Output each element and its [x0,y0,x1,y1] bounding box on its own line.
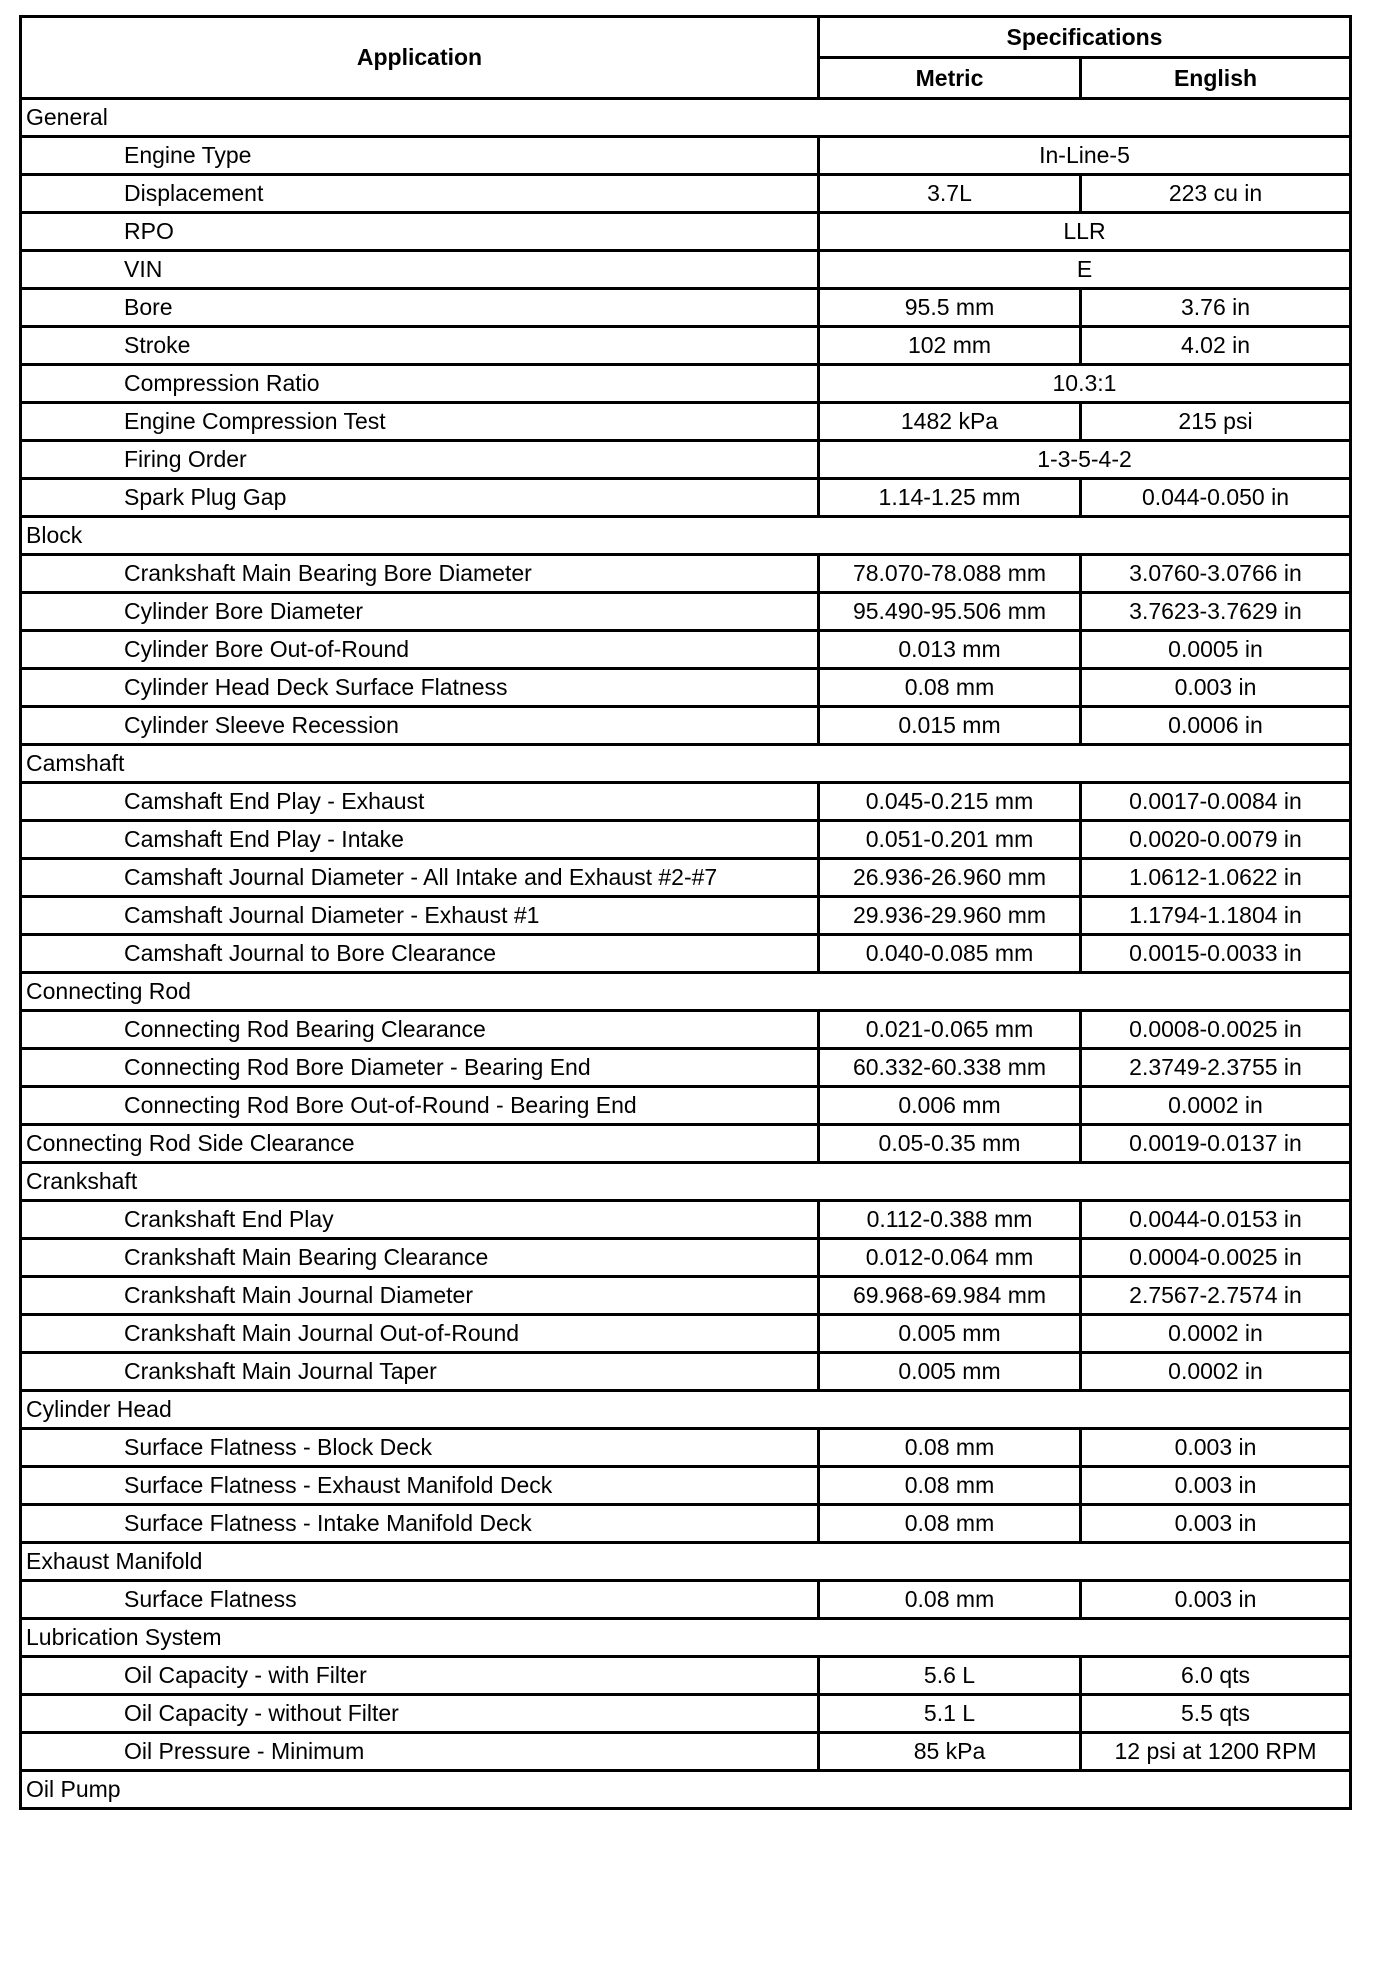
application-cell: Spark Plug Gap [21,479,819,517]
table-row [21,897,1351,935]
english-value-cell: 3.76 in [1081,289,1351,327]
table-row [21,251,1351,289]
application-cell: Cylinder Bore Out-of-Round [21,631,819,669]
section-label: Connecting Rod [21,973,1351,1011]
english-value-cell: 0.0008-0.0025 in [1081,1011,1351,1049]
metric-value-cell: 102 mm [819,327,1081,365]
metric-value-cell: 0.08 mm [819,669,1081,707]
metric-value-cell: 0.08 mm [819,1429,1081,1467]
section-row [21,99,1351,137]
metric-value-cell: 0.005 mm [819,1315,1081,1353]
application-cell: Camshaft Journal Diameter - Exhaust #1 [21,897,819,935]
english-value-cell: 0.003 in [1081,1581,1351,1619]
metric-value-cell: 0.045-0.215 mm [819,783,1081,821]
metric-value-cell: 1.14-1.25 mm [819,479,1081,517]
english-value-cell: 0.003 in [1081,1467,1351,1505]
english-value-cell: 0.0020-0.0079 in [1081,821,1351,859]
section-row [21,1543,1351,1581]
application-cell: Oil Capacity - with Filter [21,1657,819,1695]
metric-value-cell: 0.08 mm [819,1505,1081,1543]
metric-value-cell: 78.070-78.088 mm [819,555,1081,593]
english-value-cell: 12 psi at 1200 RPM [1081,1733,1351,1771]
table-row [21,327,1351,365]
section-label: Cylinder Head [21,1391,1351,1429]
table-row [21,213,1351,251]
application-cell: RPO [21,213,819,251]
application-cell: Displacement [21,175,819,213]
metric-value-cell: 0.08 mm [819,1467,1081,1505]
table-row [21,1277,1351,1315]
metric-value-cell: 95.490-95.506 mm [819,593,1081,631]
application-cell: Surface Flatness - Intake Manifold Deck [21,1505,819,1543]
application-cell: Engine Type [21,137,819,175]
application-cell: Crankshaft Main Bearing Clearance [21,1239,819,1277]
section-row [21,1163,1351,1201]
table-row [21,1429,1351,1467]
metric-column-header: Metric [819,58,1081,99]
section-label: Camshaft [21,745,1351,783]
table-row [21,365,1351,403]
table-row [21,1125,1351,1163]
metric-value-cell: 95.5 mm [819,289,1081,327]
english-value-cell: 6.0 qts [1081,1657,1351,1695]
metric-value-cell: 60.332-60.338 mm [819,1049,1081,1087]
application-cell: Camshaft Journal Diameter - All Intake and Exhaust #2-#7 [21,859,819,897]
english-value-cell: 0.003 in [1081,1429,1351,1467]
metric-value-cell: 0.012-0.064 mm [819,1239,1081,1277]
spec-value-cell: LLR [819,213,1351,251]
section-row [21,1771,1351,1809]
metric-value-cell: 0.005 mm [819,1353,1081,1391]
english-value-cell: 2.3749-2.3755 in [1081,1049,1351,1087]
english-value-cell: 2.7567-2.7574 in [1081,1277,1351,1315]
metric-value-cell: 0.05-0.35 mm [819,1125,1081,1163]
metric-value-cell: 26.936-26.960 mm [819,859,1081,897]
application-cell: Engine Compression Test [21,403,819,441]
section-label: Lubrication System [21,1619,1351,1657]
application-cell: Connecting Rod Side Clearance [21,1125,819,1163]
table-row [21,1581,1351,1619]
table-row [21,593,1351,631]
application-cell: Stroke [21,327,819,365]
table-row [21,1467,1351,1505]
english-column-header: English [1081,58,1351,99]
metric-value-cell: 69.968-69.984 mm [819,1277,1081,1315]
application-cell: Surface Flatness - Exhaust Manifold Deck [21,1467,819,1505]
section-row [21,973,1351,1011]
table-row [21,1049,1351,1087]
english-value-cell: 0.003 in [1081,669,1351,707]
application-cell: Crankshaft Main Journal Diameter [21,1277,819,1315]
english-value-cell: 0.0017-0.0084 in [1081,783,1351,821]
section-row [21,1391,1351,1429]
english-value-cell: 0.0044-0.0153 in [1081,1201,1351,1239]
table-row [21,707,1351,745]
application-cell: Camshaft Journal to Bore Clearance [21,935,819,973]
table-row [21,1315,1351,1353]
table-row [21,1733,1351,1771]
table-row [21,821,1351,859]
metric-value-cell: 85 kPa [819,1733,1081,1771]
application-cell: Camshaft End Play - Exhaust [21,783,819,821]
metric-value-cell: 1482 kPa [819,403,1081,441]
application-cell: Surface Flatness - Block Deck [21,1429,819,1467]
application-cell: Oil Capacity - without Filter [21,1695,819,1733]
table-header [21,17,1351,99]
metric-value-cell: 5.6 L [819,1657,1081,1695]
metric-value-cell: 0.112-0.388 mm [819,1201,1081,1239]
table-row [21,175,1351,213]
section-row [21,517,1351,555]
section-row [21,745,1351,783]
spec-value-cell: 1-3-5-4-2 [819,441,1351,479]
section-label: Exhaust Manifold [21,1543,1351,1581]
section-label: Crankshaft [21,1163,1351,1201]
spec-value-cell: 10.3:1 [819,365,1351,403]
table-body [21,99,1351,1809]
application-cell: Camshaft End Play - Intake [21,821,819,859]
metric-value-cell: 29.936-29.960 mm [819,897,1081,935]
table-row [21,555,1351,593]
application-cell: Crankshaft End Play [21,1201,819,1239]
table-row [21,1695,1351,1733]
table-row [21,1239,1351,1277]
section-label: Block [21,517,1351,555]
table-row [21,1201,1351,1239]
specifications-column-header: Specifications [819,17,1351,58]
metric-value-cell: 0.040-0.085 mm [819,935,1081,973]
english-value-cell: 0.0004-0.0025 in [1081,1239,1351,1277]
metric-value-cell: 0.006 mm [819,1087,1081,1125]
section-label: Oil Pump [21,1771,1351,1809]
metric-value-cell: 0.051-0.201 mm [819,821,1081,859]
application-cell: Compression Ratio [21,365,819,403]
table-row [21,1087,1351,1125]
application-cell: Surface Flatness [21,1581,819,1619]
english-value-cell: 1.1794-1.1804 in [1081,897,1351,935]
english-value-cell: 1.0612-1.0622 in [1081,859,1351,897]
application-cell: Cylinder Bore Diameter [21,593,819,631]
english-value-cell: 0.0002 in [1081,1087,1351,1125]
application-cell: Connecting Rod Bore Diameter - Bearing End [21,1049,819,1087]
application-cell: Oil Pressure - Minimum [21,1733,819,1771]
table-row [21,1011,1351,1049]
application-column-header: Application [21,17,819,99]
engine-specifications-table [19,15,1352,1810]
table-row [21,1657,1351,1695]
english-value-cell: 0.0006 in [1081,707,1351,745]
spec-value-cell: In-Line-5 [819,137,1351,175]
application-cell: VIN [21,251,819,289]
table-row [21,1353,1351,1391]
metric-value-cell: 0.015 mm [819,707,1081,745]
english-value-cell: 3.7623-3.7629 in [1081,593,1351,631]
application-cell: Crankshaft Main Journal Out-of-Round [21,1315,819,1353]
header-row-top [21,17,1351,58]
english-value-cell: 215 psi [1081,403,1351,441]
application-cell: Cylinder Sleeve Recession [21,707,819,745]
application-cell: Connecting Rod Bore Out-of-Round - Bearing End [21,1087,819,1125]
english-value-cell: 0.044-0.050 in [1081,479,1351,517]
table-row [21,403,1351,441]
english-value-cell: 4.02 in [1081,327,1351,365]
application-cell: Firing Order [21,441,819,479]
english-value-cell: 5.5 qts [1081,1695,1351,1733]
english-value-cell: 223 cu in [1081,175,1351,213]
table-row [21,631,1351,669]
metric-value-cell: 5.1 L [819,1695,1081,1733]
table-row [21,859,1351,897]
section-row [21,1619,1351,1657]
english-value-cell: 0.0002 in [1081,1353,1351,1391]
table-row [21,1505,1351,1543]
application-cell: Crankshaft Main Journal Taper [21,1353,819,1391]
table-row [21,935,1351,973]
table-row [21,669,1351,707]
english-value-cell: 0.0019-0.0137 in [1081,1125,1351,1163]
english-value-cell: 0.0015-0.0033 in [1081,935,1351,973]
english-value-cell: 0.0005 in [1081,631,1351,669]
metric-value-cell: 0.08 mm [819,1581,1081,1619]
metric-value-cell: 3.7L [819,175,1081,213]
application-cell: Connecting Rod Bearing Clearance [21,1011,819,1049]
table-row [21,783,1351,821]
english-value-cell: 0.0002 in [1081,1315,1351,1353]
metric-value-cell: 0.013 mm [819,631,1081,669]
metric-value-cell: 0.021-0.065 mm [819,1011,1081,1049]
table-row [21,137,1351,175]
table-row [21,289,1351,327]
table-row [21,479,1351,517]
table-row [21,441,1351,479]
english-value-cell: 3.0760-3.0766 in [1081,555,1351,593]
application-cell: Cylinder Head Deck Surface Flatness [21,669,819,707]
application-cell: Crankshaft Main Bearing Bore Diameter [21,555,819,593]
spec-value-cell: E [819,251,1351,289]
english-value-cell: 0.003 in [1081,1505,1351,1543]
application-cell: Bore [21,289,819,327]
section-label: General [21,99,1351,137]
